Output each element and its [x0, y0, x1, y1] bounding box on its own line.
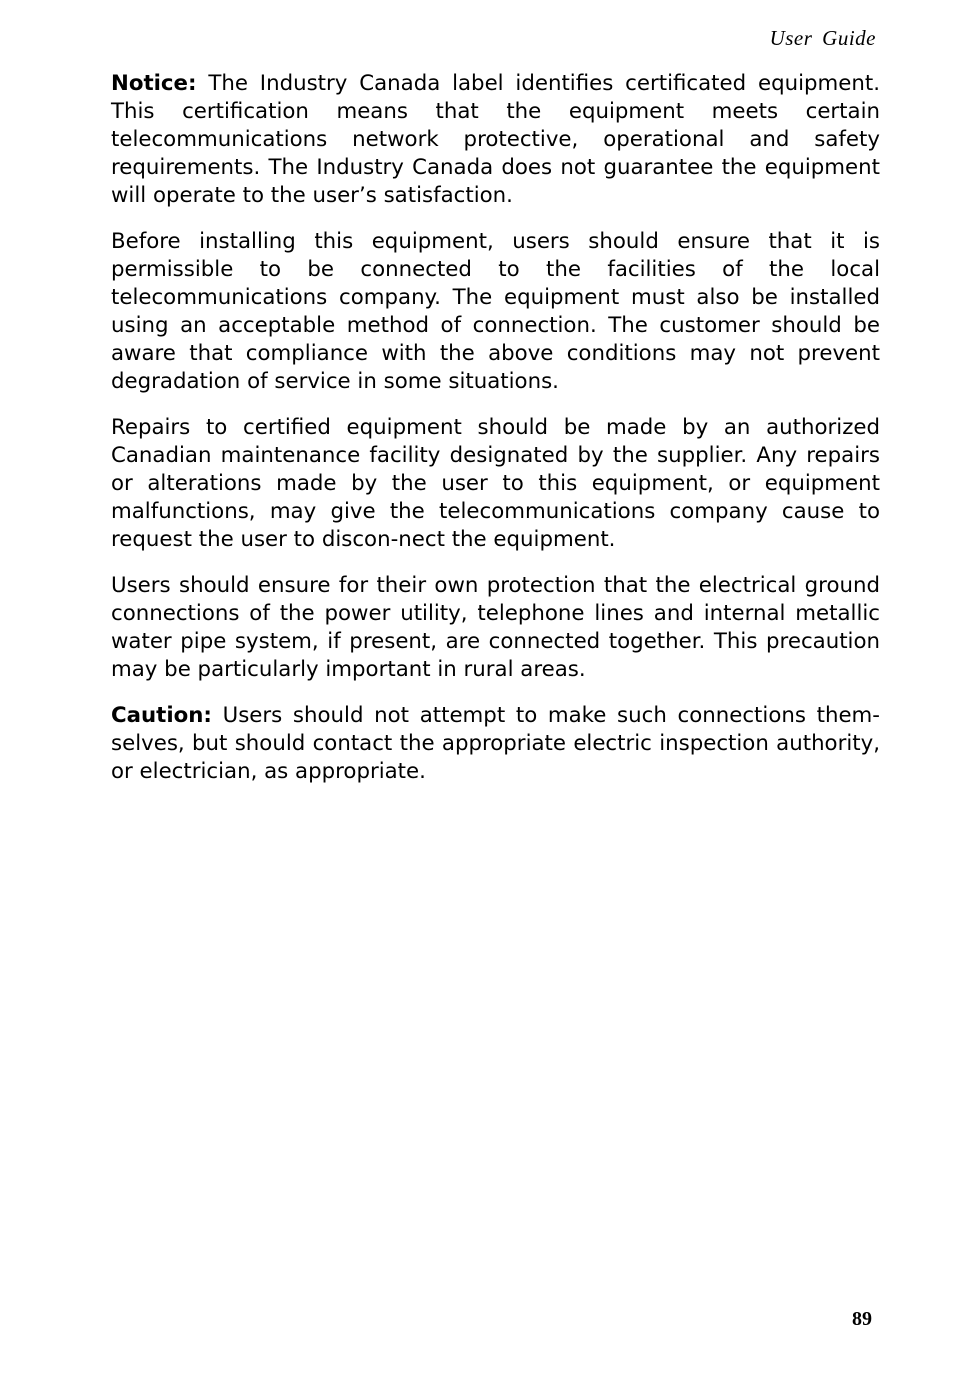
caution-paragraph	[111, 702, 880, 786]
running-header: User Guide	[769, 26, 876, 50]
caution-label: Caution:	[111, 703, 212, 728]
installation-paragraph	[111, 228, 880, 396]
grounding-text: Users should ensure for their own protection that the electrical ground connections of the power utility, telephone lines and internal metallic water pipe system, if present, are connected together. This precaution may be particularly important in rural areas.	[111, 573, 880, 682]
document-body	[111, 70, 880, 804]
grounding-paragraph	[111, 572, 880, 684]
caution-text: Users should not attempt to make such connections them-selves, but should contact the appropriate electric inspection authority, or electrician, as appropriate.	[111, 703, 880, 784]
notice-label: Notice:	[111, 71, 197, 96]
repairs-text: Repairs to certified equipment should be made by an authorized Canadian maintenance facility designated by the supplier. Any repairs or alterations made by the user to this equipment, or equipment malfunctions, may give the telecommunications company cause to request the user to discon-nect the equipment.	[111, 415, 880, 552]
installation-text: Before installing this equipment, users should ensure that it is permissible to be connected to the facilities of the local telecommunications company. The equipment must also be installed using an acceptable method of connection. The customer should be aware that compliance with the above conditions may not prevent degradation of service in some situations.	[111, 229, 880, 394]
notice-paragraph	[111, 70, 880, 210]
notice-text: The Industry Canada label identifies certificated equipment. This certification means that the equipment meets certain telecommunications network protective, operational and safety requirements. The Industry Canada does not guarantee the equipment will operate to the user’s satisfaction.	[111, 71, 880, 208]
page-number: 89	[852, 1308, 872, 1330]
repairs-paragraph	[111, 414, 880, 554]
